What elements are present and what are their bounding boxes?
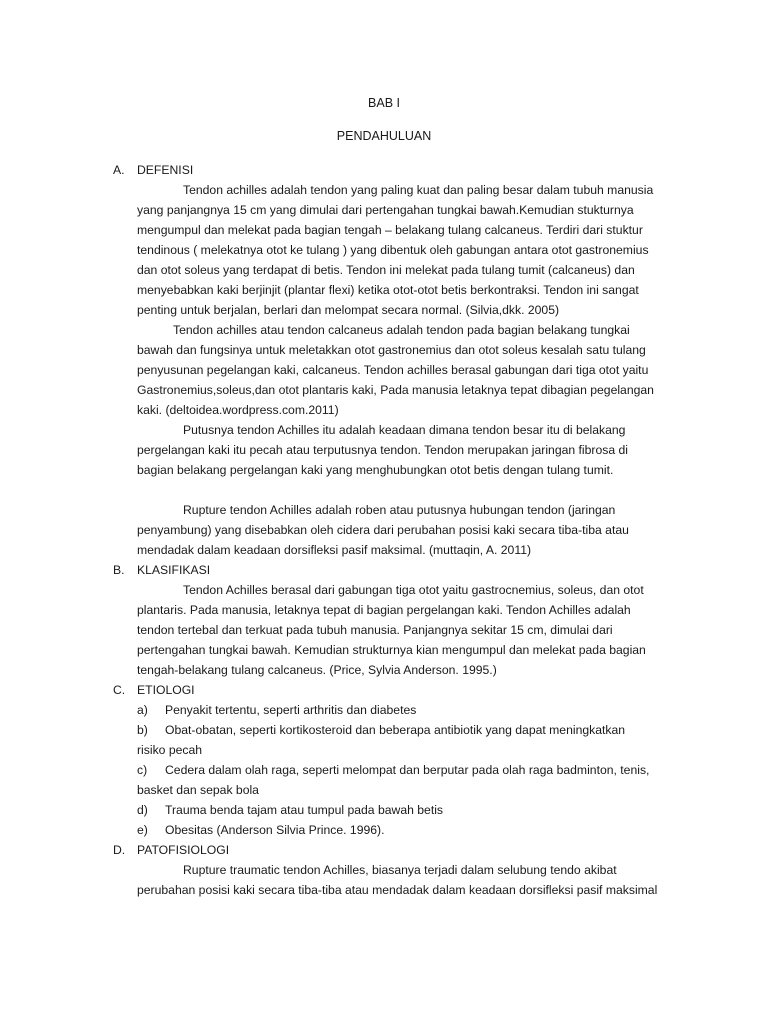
- list-marker: c): [137, 763, 148, 777]
- line-text: penyusunan pegelangan kaki, calcaneus. Tendon achilles berasal gabungan dari tiga otot yaitu: [137, 363, 649, 377]
- paragraph-line: [137, 880, 673, 900]
- paragraph-line: [137, 580, 673, 600]
- line-text: plantaris. Pada manusia, letaknya tepat di bagian pergelangan kaki. Tendon Achilles adalah: [137, 603, 631, 617]
- line-text: tendon tertebal dan terkuat pada tubuh manusia. Panjangnya sekitar 15 cm, dimulai dari: [137, 623, 613, 637]
- paragraph-line: [137, 340, 673, 360]
- paragraph-line: [137, 860, 673, 880]
- list-marker: a): [137, 703, 148, 717]
- line-text: penyambung) yang disebabkan oleh cidera dari perubahan posisi kaki secara tiba-tiba atau: [137, 523, 629, 537]
- section-body: [137, 700, 673, 840]
- document-body: [113, 160, 673, 900]
- paragraph-line: [137, 620, 673, 640]
- paragraph-line: [137, 360, 673, 380]
- paragraph-line: [137, 660, 673, 680]
- line-text: risiko pecah: [137, 743, 203, 757]
- list-item: [137, 820, 673, 840]
- line-text: kaki. (deltoidea.wordpress.com.2011): [137, 403, 339, 417]
- paragraph-line: [137, 520, 673, 540]
- section-title: PATOFISIOLOGI: [137, 843, 230, 857]
- section-body: [137, 580, 673, 680]
- list-marker: d): [137, 803, 148, 817]
- section-letter: B.: [113, 563, 125, 577]
- paragraph-line: [137, 780, 673, 800]
- paragraph-line: [137, 740, 673, 760]
- section-body: [137, 180, 673, 560]
- line-text: yang panjangnya 15 cm yang dimulai dari pertengahan tungkai bawah.Kemudian stukturnya: [137, 203, 634, 217]
- line-text: Putusnya tendon Achilles itu adalah keadaan dimana tendon besar itu di belakang: [183, 423, 626, 437]
- section-title: DEFENISI: [137, 163, 194, 177]
- paragraph-line: [137, 320, 673, 340]
- line-text: pergelangan kaki itu pecah atau terputusnya tendon. Tendon merupakan jaringan fibrosa di: [137, 443, 629, 457]
- paragraph-line: [137, 600, 673, 620]
- line-text: basket dan sepak bola: [137, 783, 259, 797]
- list-marker: e): [137, 823, 148, 837]
- line-text: mengumpul dan melekat pada bagian tengah – belakang tulang calcaneus. Terdiri dari stuktur: [137, 223, 643, 237]
- paragraph-line: [137, 200, 673, 220]
- section-heading: [113, 840, 673, 860]
- line-text: Obesitas (Anderson Silvia Prince. 1996).: [165, 823, 385, 837]
- line-text: Tendon achilles adalah tendon yang paling kuat dan paling besar dalam tubuh manusia: [183, 183, 654, 197]
- line-text: tendinous ( melekatnya otot ke tulang ) yang dibentuk oleh gabungan antara otot gastronemius: [137, 243, 649, 257]
- section-title: KLASIFIKASI: [137, 563, 211, 577]
- line-text: menyebabkan kaki berjinjit (plantar flexi) ketika otot-otot betis berkontraksi. Tendon ini sangat: [137, 283, 639, 297]
- section-title: ETIOLOGI: [137, 683, 195, 697]
- paragraph-line: [137, 540, 673, 560]
- line-text: Gastronemius,soleus,dan otot plantaris kaki, Pada manusia letaknya tepat dibagian pegelangan: [137, 383, 654, 397]
- section-letter: A.: [113, 163, 125, 177]
- paragraph-line: [137, 280, 673, 300]
- list-item: [137, 700, 673, 720]
- paragraph-line: [137, 460, 673, 480]
- list-item: [137, 760, 673, 780]
- paragraph-line: [137, 180, 673, 200]
- line-text: Rupture traumatic tendon Achilles, biasanya terjadi dalam selubung tendo akibat: [183, 863, 617, 877]
- paragraph-line: [137, 640, 673, 660]
- list-marker: b): [137, 723, 148, 737]
- paragraph-line: [137, 260, 673, 280]
- paragraph-line: [137, 440, 673, 460]
- section-heading: [113, 560, 673, 580]
- line-text: bagian belakang pergelangan kaki yang menghubungkan otot betis dengan tulang tumit.: [137, 463, 614, 477]
- line-text: perubahan posisi kaki secara tiba-tiba atau mendadak dalam keadaan dorsifleksi pasif maksimal: [137, 883, 658, 897]
- line-text: penting untuk berjalan, berlari dan melompat secara normal. (Silvia,dkk. 2005): [137, 303, 560, 317]
- paragraph-line: [137, 400, 673, 420]
- list-item: [137, 800, 673, 820]
- line-text: Penyakit tertentu, seperti arthritis dan diabetes: [165, 703, 417, 717]
- chapter-number: BAB I: [368, 96, 400, 110]
- paragraph-line: [137, 240, 673, 260]
- line-text: Tendon achilles atau tendon calcaneus adalah tendon pada bagian belakang tungkai: [173, 323, 630, 337]
- line-text: tengah-belakang tulang calcaneus. (Price, Sylvia Anderson. 1995.): [137, 663, 497, 677]
- line-text: Cedera dalam olah raga, seperti melompat dan berputar pada olah raga badminton, tenis,: [165, 763, 650, 777]
- section-letter: D.: [113, 843, 126, 857]
- line-text: Obat-obatan, seperti kortikosteroid dan beberapa antibiotik yang dapat meningkatkan: [165, 723, 626, 737]
- paragraph-line: [137, 500, 673, 520]
- line-text: Trauma benda tajam atau tumpul pada bawah betis: [165, 803, 444, 817]
- line-text: dan otot soleus yang terdapat di betis. Tendon ini melekat pada tulang tumit (calcaneus) dan: [137, 263, 635, 277]
- blank-line: [137, 480, 673, 500]
- chapter-title: PENDAHULUAN: [336, 129, 432, 143]
- list-item: [137, 720, 673, 740]
- line-text: Tendon Achilles berasal dari gabungan tiga otot yaitu gastrocnemius, soleus, dan otot: [183, 583, 644, 597]
- section-letter: C.: [113, 683, 126, 697]
- paragraph-line: [137, 380, 673, 400]
- section-heading: [113, 680, 673, 700]
- paragraph-line: [137, 420, 673, 440]
- paragraph-line: [137, 220, 673, 240]
- line-text: bawah dan fungsinya untuk meletakkan otot gastronemius dan otot soleus kesalah satu tulang: [137, 343, 646, 357]
- paragraph-line: [137, 300, 673, 320]
- line-text: mendadak dalam keadaan dorsifleksi pasif maksimal. (muttaqin, A. 2011): [137, 543, 532, 557]
- section-heading: [113, 160, 673, 180]
- line-text: Rupture tendon Achilles adalah roben atau putusnya hubungan tendon (jaringan: [183, 503, 616, 517]
- section-body: [137, 860, 673, 900]
- line-text: pertengahan tungkai bawah. Kemudian strukturnya kian mengumpul dan melekat pada bagian: [137, 643, 646, 657]
